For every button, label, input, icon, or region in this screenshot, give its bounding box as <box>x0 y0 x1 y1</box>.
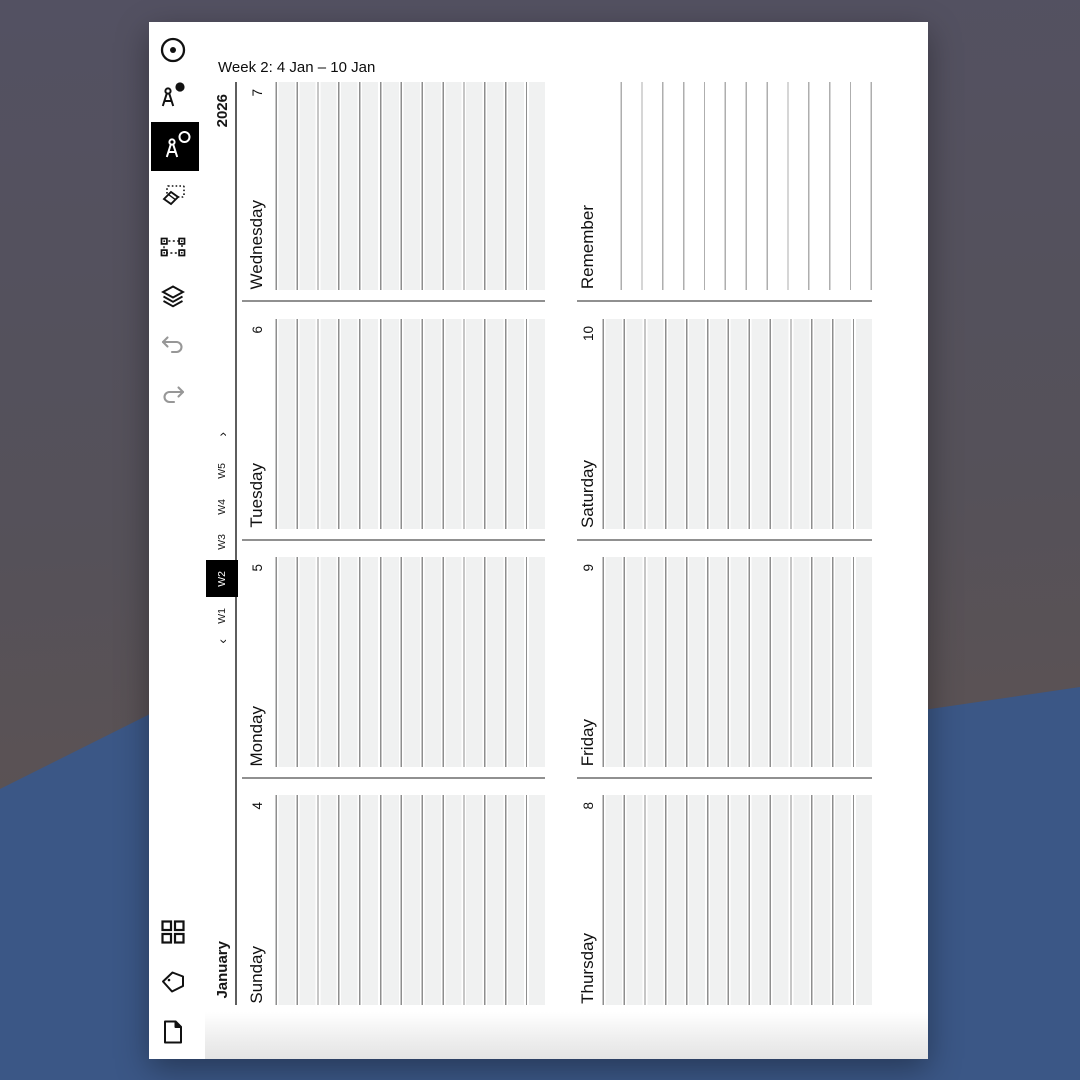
date-label: 8 <box>580 802 596 810</box>
day-label: Wednesday <box>247 199 266 289</box>
undo-icon[interactable] <box>149 322 197 370</box>
writing-area[interactable] <box>601 557 872 767</box>
date-label: 5 <box>249 564 265 572</box>
date-label: 4 <box>249 802 265 810</box>
day-label: Sunday <box>247 946 266 1004</box>
chevron-prev-icon: ‹ <box>214 638 230 644</box>
writing-area[interactable] <box>274 557 545 767</box>
compass-pen-active-icon[interactable] <box>151 122 199 171</box>
section-label: Remember <box>578 204 597 289</box>
tab-week-2-active[interactable]: W2 <box>206 560 238 597</box>
day-cell-thursday[interactable] <box>575 795 872 1005</box>
tag-icon[interactable] <box>149 958 197 1006</box>
date-label: 7 <box>249 89 265 97</box>
grid-view-icon[interactable] <box>149 908 197 956</box>
writing-area[interactable] <box>601 319 872 529</box>
day-label: Tuesday <box>247 463 266 528</box>
tab-year[interactable] <box>209 80 235 142</box>
previous-week-button[interactable] <box>206 628 238 654</box>
month-label: January <box>213 941 231 999</box>
day-cell-wednesday[interactable] <box>240 82 545 290</box>
layers-icon[interactable] <box>149 273 197 321</box>
remember-cell[interactable] <box>575 82 872 290</box>
writing-area[interactable] <box>274 82 545 290</box>
writing-area[interactable] <box>601 82 872 290</box>
writing-area[interactable] <box>274 795 545 1005</box>
compass-pen-icon[interactable] <box>147 73 195 121</box>
redo-icon[interactable] <box>149 372 197 420</box>
day-cell-friday[interactable] <box>575 557 872 767</box>
day-label: Friday <box>578 718 597 766</box>
writing-area[interactable] <box>274 319 545 529</box>
day-cell-saturday[interactable] <box>575 319 872 529</box>
day-label: Monday <box>247 705 266 766</box>
writing-area[interactable] <box>601 795 872 1005</box>
year-label: 2026 <box>213 94 231 128</box>
day-label: Saturday <box>578 459 597 528</box>
new-page-icon[interactable] <box>149 1008 197 1056</box>
date-label: 6 <box>249 326 265 334</box>
next-week-button[interactable] <box>206 421 238 447</box>
tab-week-5[interactable]: W5 <box>216 462 228 479</box>
tab-week-3[interactable]: W3 <box>216 533 228 550</box>
tab-week-4[interactable]: W4 <box>216 498 228 515</box>
chevron-next-icon: › <box>214 431 230 437</box>
select-icon[interactable] <box>149 223 197 271</box>
day-cell-monday[interactable] <box>240 557 545 767</box>
date-label: 10 <box>580 326 596 342</box>
canvas-bottom-area <box>205 1012 928 1059</box>
tab-month[interactable] <box>209 935 235 1005</box>
circle-dot-tool-icon[interactable] <box>149 26 197 74</box>
day-cell-sunday[interactable] <box>240 795 545 1005</box>
tab-week-1[interactable]: W1 <box>216 607 228 624</box>
planner-app-window <box>149 22 928 1059</box>
day-label: Thursday <box>578 933 597 1004</box>
eraser-icon[interactable] <box>149 173 197 221</box>
date-label: 9 <box>580 564 596 572</box>
day-cell-tuesday[interactable] <box>240 319 545 529</box>
page-title: Week 2: 4 Jan – 10 Jan <box>218 59 376 76</box>
